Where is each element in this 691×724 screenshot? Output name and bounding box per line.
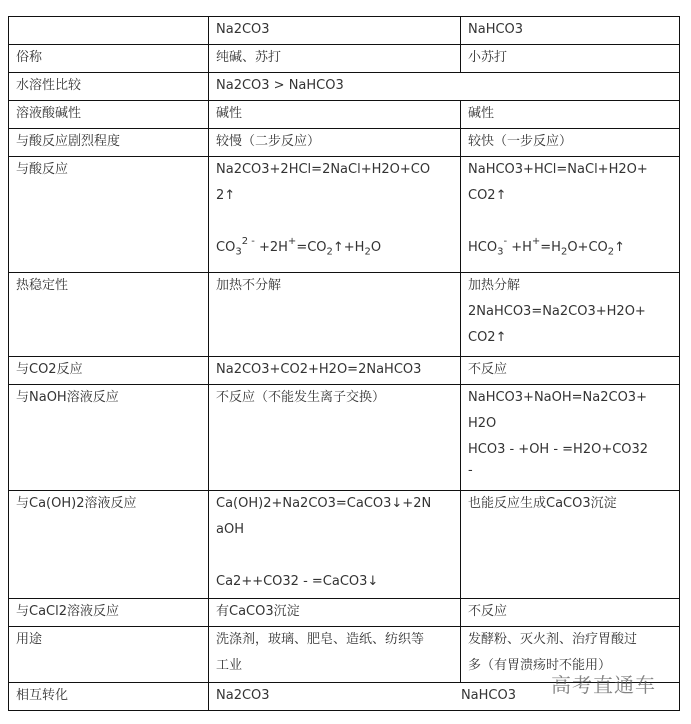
formula-part: ↑ <box>614 240 626 255</box>
formula-part: HCO <box>468 240 498 255</box>
nahco3-cell: 不反应 <box>461 599 680 627</box>
text-line: 加热分解 <box>468 278 521 293</box>
formula-part: +H <box>507 240 532 255</box>
header-na2co3: Na2CO3 <box>209 17 461 45</box>
equation-line: Ca(OH)2+Na2CO3=CaCO3↓+2N <box>216 496 432 511</box>
table-row <box>9 599 680 627</box>
subscript: 2 <box>560 246 568 258</box>
property-label: 与CO2反应 <box>9 357 209 385</box>
table-row <box>9 129 680 157</box>
na2co3-cell <box>209 157 461 273</box>
nahco3-cell <box>461 273 680 357</box>
watermark: 高考直通车 <box>551 673 656 697</box>
formula-part: =H <box>540 240 561 255</box>
na2co3-cell: 较慢（二步反应） <box>209 129 461 157</box>
property-label: 与酸反应剧烈程度 <box>9 129 209 157</box>
merged-cell: Na2CO3 > NaHCO3 <box>209 73 680 101</box>
nahco3-cell <box>461 627 680 683</box>
property-label: 俗称 <box>9 45 209 73</box>
superscript: 2 - <box>241 235 255 247</box>
equation-line: - <box>468 463 473 478</box>
nahco3-cell: 不反应 <box>461 357 680 385</box>
subscript: 2 <box>326 246 333 258</box>
table-row <box>9 385 680 491</box>
formula-part: =CO <box>296 240 327 255</box>
nahco3-cell: 小苏打 <box>461 45 680 73</box>
table-row <box>9 101 680 129</box>
equation-line: CO2↑ <box>468 188 507 203</box>
superscript: - <box>503 235 508 247</box>
subscript: 2 <box>607 246 615 258</box>
property-label: 与NaOH溶液反应 <box>9 385 209 491</box>
equation-line: CO2↑ <box>468 330 507 345</box>
text-line: 多（有胃溃疡时不能用） <box>468 658 612 673</box>
property-label: 与酸反应 <box>9 157 209 273</box>
text-line: 发酵粉、灭火剂、治疗胃酸过 <box>468 632 638 647</box>
formula-part: O <box>370 240 382 255</box>
formula-part: O+CO <box>567 240 608 255</box>
equation-line: Na2CO3+2HCl=2NaCl+H2O+CO <box>216 162 431 177</box>
text-line: 工业 <box>216 658 243 673</box>
conversion-line <box>216 683 516 709</box>
property-label: 水溶性比较 <box>9 73 209 101</box>
nahco3-cell: 较快（一步反应） <box>461 129 680 157</box>
nahco3-cell <box>461 157 680 273</box>
na2co3-cell: 有CaCO3沉淀 <box>209 599 461 627</box>
ionic-equation: Ca2++CO32 - =CaCO3↓ <box>216 574 379 589</box>
spacer <box>468 209 672 235</box>
superscript: + <box>531 235 541 247</box>
property-label: 用途 <box>9 627 209 683</box>
property-label: 与Ca(OH)2溶液反应 <box>9 491 209 599</box>
table-row <box>9 627 680 683</box>
conversion-cell <box>209 683 680 711</box>
header-blank-cell <box>9 17 209 45</box>
subscript: 2 <box>364 246 371 258</box>
property-label: 溶液酸碱性 <box>9 101 209 129</box>
superscript: + <box>287 235 297 247</box>
formula-part: +2H <box>254 240 288 255</box>
formula-part: ↑+H <box>332 240 365 255</box>
equation-line: 2NaHCO3=Na2CO3+H2O+ <box>468 304 646 319</box>
equation-line: HCO3 - +OH - =H2O+CO32 <box>468 442 649 457</box>
spacer <box>216 209 453 235</box>
subscript: 3 <box>497 246 504 258</box>
na2co3-cell: 纯碱、苏打 <box>209 45 461 73</box>
na2co3-cell: Na2CO3+CO2+H2O=2NaHCO3 <box>209 357 461 385</box>
table-row <box>9 45 680 73</box>
na2co3-cell <box>209 491 461 599</box>
spacer <box>216 543 453 569</box>
equation-line: NaHCO3+HCl=NaCl+H2O+ <box>468 162 648 177</box>
nahco3-cell: 也能反应生成CaCO3沉淀 <box>461 491 680 599</box>
nahco3-cell <box>461 385 680 491</box>
table-row <box>9 273 680 357</box>
na2co3-cell <box>209 627 461 683</box>
property-label: 热稳定性 <box>9 273 209 357</box>
na2co3-cell: 碱性 <box>209 101 461 129</box>
formula-part: CO <box>216 240 236 255</box>
na2co3-cell: 不反应（不能发生离子交换） <box>209 385 461 491</box>
property-label: 与CaCl2溶液反应 <box>9 599 209 627</box>
conversion-right: NaHCO3 <box>460 688 516 703</box>
text-line: 洗涤剂，玻璃、肥皂、造纸、纺织等 <box>216 632 425 647</box>
table-row <box>9 491 680 599</box>
nahco3-cell: 碱性 <box>461 101 680 129</box>
table-row <box>9 683 680 711</box>
subscript: 3 <box>235 246 242 258</box>
property-label: 相互转化 <box>9 683 209 711</box>
ionic-equation <box>216 235 453 261</box>
ionic-equation <box>468 235 672 261</box>
comparison-table <box>8 16 680 711</box>
table-row <box>9 357 680 385</box>
table-header-row <box>9 17 680 45</box>
equation-line: aOH <box>216 522 244 537</box>
table-row <box>9 73 680 101</box>
equation-line: NaHCO3+NaOH=Na2CO3+ <box>468 390 647 405</box>
equation-line: 2↑ <box>216 188 236 203</box>
table-row <box>9 157 680 273</box>
header-nahco3: NaHCO3 <box>461 17 680 45</box>
na2co3-cell: 加热不分解 <box>209 273 461 357</box>
conversion-left: Na2CO3 <box>216 688 270 703</box>
equation-line: H2O <box>468 416 497 431</box>
